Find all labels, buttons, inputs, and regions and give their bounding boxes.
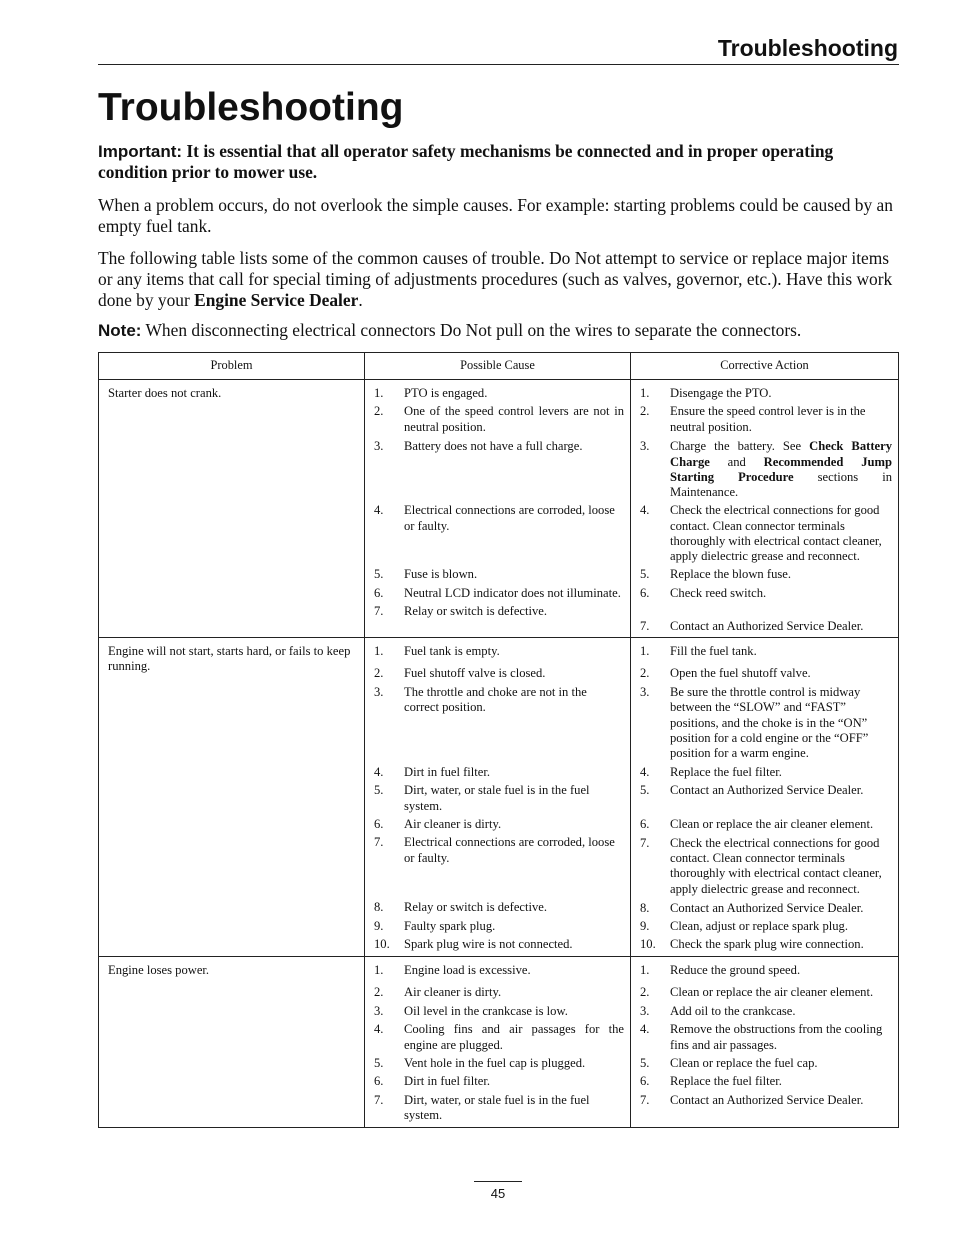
table-intro-text: The following table lists some of the common causes of trouble. Do Not attempt to service or replace major items or any items that call for special timing of adjustments procedures (such as valves, governor, etc.). Have this work done by your: [98, 248, 893, 310]
intro-paragraph: When a problem occurs, do not overlook the simple causes. For example: starting problems could be caused by an empty fuel tank.: [98, 195, 893, 236]
list-item: 5. Contact an Authorized Service Dealer.: [640, 783, 864, 798]
list-item: 7. Dirt, water, or stale fuel is in the fuel system.: [374, 1092, 590, 1123]
header-problem: Problem: [99, 353, 365, 380]
list-item: 5. Vent hole in the fuel cap is plugged.: [374, 1055, 586, 1070]
page-number: 45: [490, 1186, 506, 1201]
list-item: 5. Replace the blown fuse.: [640, 567, 791, 582]
list-item: 6. Dirt in fuel filter.: [374, 1074, 491, 1089]
list-item: 3. The throttle and choke are not in the correct position.: [374, 684, 587, 715]
list-item: 4. Dirt in fuel filter.: [374, 764, 491, 779]
cause-list: [365, 380, 631, 638]
list-item: 2. Open the fuel shutoff valve.: [640, 666, 811, 681]
list-item: 10. Check the spark plug wire connection.: [640, 937, 864, 952]
cause-list: [365, 638, 631, 957]
list-item: 6. Replace the fuel filter.: [640, 1074, 782, 1089]
list-item: 1. Reduce the ground speed.: [640, 962, 801, 977]
table-header-row: [99, 353, 899, 380]
action-list: [631, 380, 899, 638]
list-item: 7. Contact an Authorized Service Dealer.: [640, 1092, 864, 1107]
important-label: Important:: [98, 142, 183, 161]
list-item: 2. Clean or replace the air cleaner element.: [640, 985, 874, 1000]
list-item: 3. Add oil to the crankcase.: [640, 1003, 796, 1018]
list-item: 7. Electrical connections are corroded, loose or faulty.: [374, 835, 615, 865]
table-row: [99, 956, 899, 1127]
check-battery-charge-ref: Check Battery Charge: [670, 439, 892, 469]
list-item: 7. Contact an Authorized Service Dealer.: [640, 618, 864, 633]
footer-rule: [474, 1181, 522, 1182]
list-item: 3. Oil level in the crankcase is low.: [374, 1003, 568, 1018]
troubleshooting-table: [98, 352, 899, 1128]
important-text: It is essential that all operator safety mechanisms be connected and in proper operating condition prior to mower use.: [98, 141, 834, 182]
problem-cell: Engine loses power.: [99, 956, 365, 1127]
list-item: 1. Disengage the PTO.: [640, 386, 772, 400]
problem-cell: Starter does not crank.: [99, 380, 365, 638]
list-item: 6. Neutral LCD indicator does not illuminate.: [374, 585, 621, 600]
table-row: [99, 380, 899, 638]
list-item: 6. Clean or replace the air cleaner element.: [640, 817, 874, 832]
list-item: 1. Fill the fuel tank.: [640, 644, 757, 659]
note-paragraph: [98, 320, 894, 341]
list-item: 8. Relay or switch is defective.: [374, 900, 548, 915]
running-header-title: Troubleshooting: [717, 35, 898, 61]
note-label: Note:: [98, 321, 142, 340]
important-notice: [98, 141, 894, 183]
header-corrective-action: Corrective Action: [631, 353, 899, 380]
jump-starting-ref: Recommended Jump Starting Procedure: [670, 454, 892, 485]
note-text: When disconnecting electrical connectors Do Not pull on the wires to separate the connectors.: [145, 320, 802, 340]
list-item: 5. Dirt, water, or stale fuel is in the fuel system.: [374, 783, 590, 813]
list-item: 3. Be sure the throttle control is midway between the “SLOW” and “FAST” positions, and the choke is in the “ON” position for a cold engine or the “OFF” position for a warm engine.: [640, 684, 869, 761]
table-row: [99, 638, 899, 957]
table-intro-end: .: [358, 290, 363, 310]
header-rule: [98, 64, 899, 65]
list-item: 3. Battery does not have a full charge.: [374, 439, 583, 454]
list-item: 6. Check reed switch.: [640, 585, 767, 600]
list-item: 1. PTO is engaged.: [374, 386, 488, 400]
list-item: 10. Spark plug wire is not connected.: [374, 937, 573, 952]
problem-cell: Engine will not start, starts hard, or fails to keep running.: [99, 638, 365, 957]
cause-list: [365, 956, 631, 1127]
list-item: 9. Clean, adjust or replace spark plug.: [640, 919, 849, 934]
list-item: 4. Remove the obstructions from the cooling fins and air passages.: [640, 1022, 883, 1052]
list-item: 8. Contact an Authorized Service Dealer.: [640, 900, 864, 915]
list-item: 4. Replace the fuel filter.: [640, 764, 782, 779]
list-item: 4. Check the electrical connections for good contact. Clean connector terminals thoroughly with electrical contact cleaner, apply dielectric grease and reconnect.: [640, 503, 882, 564]
page-title: Troubleshooting: [98, 86, 404, 129]
list-item: 4. Electrical connections are corroded, loose or faulty.: [374, 503, 615, 533]
list-item: 9. Faulty spark plug.: [374, 918, 496, 933]
list-item: 2. Fuel shutoff valve is closed.: [374, 666, 546, 681]
table-intro-paragraph: [98, 248, 894, 311]
engine-service-dealer: Engine Service Dealer: [194, 290, 359, 310]
list-item: 3. Charge the battery. See Check Battery Charge and Recommended Jump Starting Procedure sections in Maintenance.: [640, 439, 892, 500]
list-item: 2. Ensure the speed control lever is in the neutral position.: [640, 404, 866, 434]
action-list: [631, 638, 899, 957]
list-item: 5. Fuse is blown.: [374, 567, 478, 582]
list-item: 7. Relay or switch is defective.: [374, 604, 548, 619]
list-item: 6. Air cleaner is dirty.: [374, 817, 502, 832]
list-item: 1. Fuel tank is empty.: [374, 644, 500, 659]
list-item: 5. Clean or replace the fuel cap.: [640, 1055, 818, 1070]
action-list: [631, 956, 899, 1127]
header-possible-cause: Possible Cause: [365, 353, 631, 380]
list-item: 1. Engine load is excessive.: [374, 962, 531, 977]
list-item: 2. Air cleaner is dirty.: [374, 985, 502, 1000]
list-item: 2. One of the speed control levers are not in neutral position.: [374, 404, 624, 434]
list-item: 4. Cooling fins and air passages for the engine are plugged.: [374, 1022, 624, 1052]
list-item: 7. Check the electrical connections for good contact. Clean connector terminals thoroughly with electrical contact cleaner, apply dielectric grease and reconnect.: [640, 835, 882, 896]
